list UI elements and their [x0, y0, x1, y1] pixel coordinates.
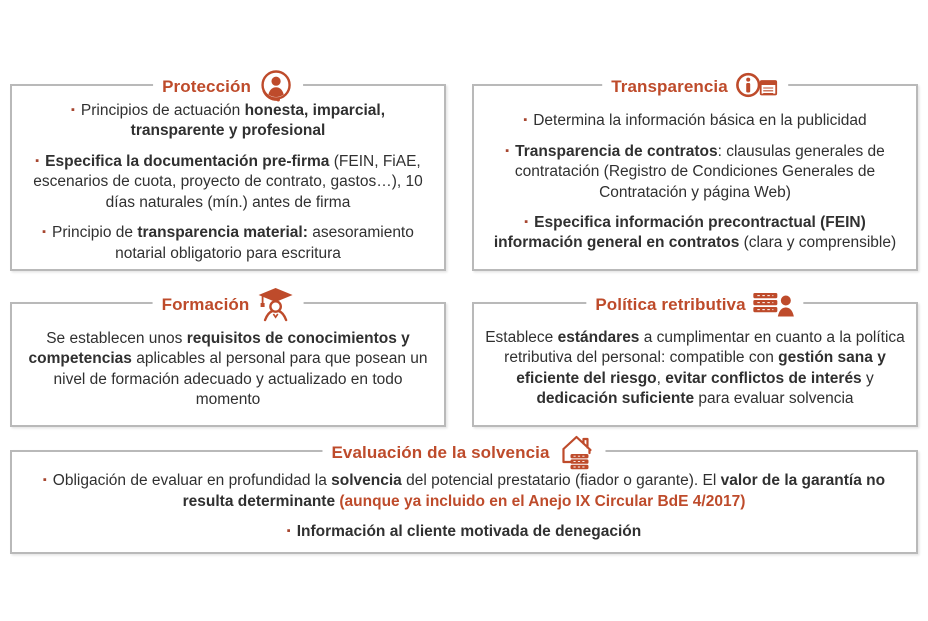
- section-evaluacion-solvencia: [10, 442, 918, 554]
- bullet-marker: ▪: [42, 226, 47, 239]
- bullet-marker: ▪: [286, 525, 291, 538]
- section-title-proteccion: Protección: [162, 76, 251, 96]
- bullet-item: ▪ Principios de actuación honesta, imparcial, transparente y profesional: [70, 101, 386, 140]
- bullet-marker: ▪: [70, 103, 75, 116]
- bullet-marker: ▪: [523, 114, 528, 127]
- bullet-item: ▪ Especifica la documentación pre-firma (FEIN, FiAE, escenarios de cuota, proyecto de contrato, gastos…), 10 días naturales (mín.) antes de firma: [33, 152, 423, 211]
- bullet-marker: ▪: [505, 144, 510, 157]
- bullet-item: ▪ Transparencia de contratos: clausulas generales de contratación (Registro de Condiciones Generales de Contratación y página Web): [505, 142, 885, 201]
- text-item: Se establecen unos requisitos de conocimientos y competencias aplicables al personal para que posean un nivel de formación adecuado y actualizado en todo momento: [28, 329, 428, 408]
- bullet-marker: ▪: [42, 474, 47, 487]
- section-transparencia: [472, 76, 918, 271]
- section-formacion: [10, 294, 446, 427]
- bullet-item: ▪ Especifica información precontractual (FEIN) información general en contratos (clara y comprensible): [493, 213, 897, 252]
- section-title-evaluacion-solvencia: Evaluación de la solvencia: [331, 442, 550, 462]
- section-politica-retributiva: [472, 294, 918, 427]
- section-title-transparencia: Transparencia: [611, 76, 728, 96]
- bullet-item: ▪ Información al cliente motivada de denegación: [286, 523, 642, 541]
- bullet-item: ▪ Principio de transparencia material: asesoramiento notarial obligatorio para escritura: [42, 224, 414, 262]
- bullet-marker: ▪: [35, 154, 40, 167]
- section-proteccion: [10, 76, 446, 271]
- section-title-formacion: Formación: [161, 294, 250, 314]
- bullet-marker: ▪: [524, 215, 529, 228]
- bullet-item: ▪ Determina la información básica en la publicidad: [523, 112, 867, 130]
- bullet-item: ▪ Obligación de evaluar en profundidad la solvencia del potencial prestatario (fiador o garante). El valor de la garantía no resulta determinante (aunque ya incluido en el Anejo IX Circular BdE 4/2017): [42, 472, 886, 510]
- text-item: Establece estándares a cumplimentar en cuanto a la política retributiva del personal: compatible con gestión sana y eficiente del riesgo, evitar conflictos de interés y dedicación suficiente para evaluar solvencia: [485, 328, 905, 407]
- section-title-politica-retributiva: Política retributiva: [595, 294, 746, 314]
